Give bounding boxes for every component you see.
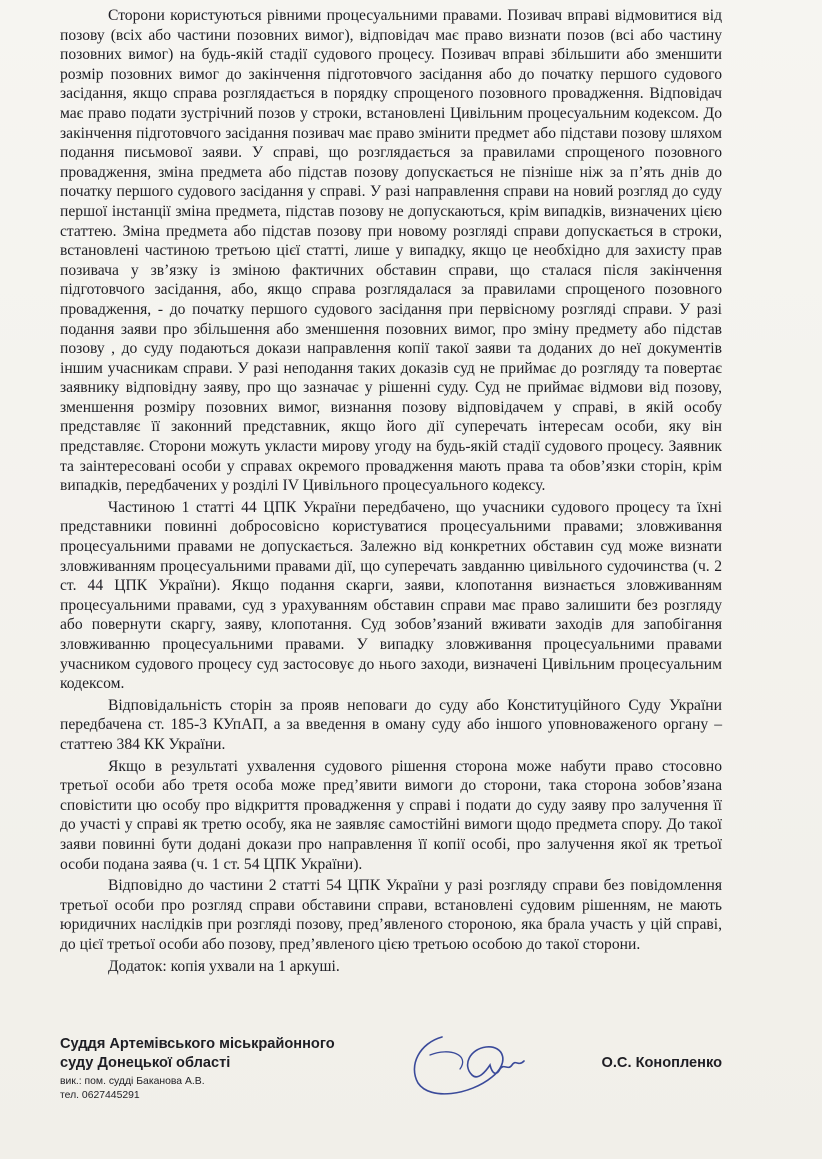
handwritten-signature (400, 1025, 530, 1105)
paragraph-article-44: Частиною 1 статті 44 ЦПК України передбачено, що учасники судового процесу та їхні представники повинні добросовісно користуватися процесуальними правами; зловживання процесуальними правами не допускається. Залежно від конкретних обставин суд може визнати зловживанням процесуальними правами дії, що суперечать завданню цивільного судочинства (ч. 2 ст. 44 ЦПК України). Якщо подання скарги, заяви, клопотання визнається зловживанням процесуальними правами, суд з урахуванням обставин справи має право залишити без розгляду або повернути скаргу, заяву, клопотання. Суд зобов’язаний вживати заходів для запобігання зловживанню процесуальними правами. У випадку зловживання процесуальними правами учасником судового процесу суд застосовує до нього заходи, визначені Цивільним процесуальним кодексом. (60, 498, 722, 693)
paragraph-liability: Відповідальність сторін за прояв неповаги до суду або Конституційного Суду України передбачена ст. 185-3 КУпАП, а за введення в оману суду або іншого уповноваженого органу – статтею 384 КК України. (60, 696, 722, 753)
document-body (60, 6, 722, 976)
paragraph-article-54: Відповідно до частини 2 статті 54 ЦПК України у разі розгляду справи без повідомлення третьої особи про розгляд справи обставини справи, встановлені судовим рішенням, не мають юридичних наслідків при розгляді позову, пред’явленого стороною, яка брала участь у цій справі, до цієї третьої особи або позову, пред’явленого цією третьою особою до такої сторони. (60, 877, 722, 953)
judge-title (60, 1035, 335, 1073)
judge-title-line1: Суддя Артемівського міськрайонного (60, 1036, 335, 1052)
judge-title-line2: суду Донецької області (60, 1055, 231, 1071)
judge-name: О.С. Конопленко (601, 1055, 722, 1071)
executor-info (60, 1075, 205, 1103)
paragraph-third-party: Якщо в результаті ухвалення судового рішення сторона може набути право стосовно третьої особи або третя особа може пред’явити вимоги до сторони, така сторона зобов’язана сповістити цю особу про відкриття провадження у справі і подати до суду заяву про залучення її до участі у справі як третю особу, яка не заявляє самостійні вимоги щодо предмета спору. До такої заяви повинні бути додані докази про направлення її копії особі, про залучення якої як третьої особи подана заява (ч. 1 ст. 54 ЦПК України). (60, 757, 722, 873)
executor-phone: тел. 0627445291 (60, 1090, 140, 1101)
attachment-note: Додаток: копія ухвали на 1 аркуші. (108, 957, 340, 975)
signature-block (60, 1035, 722, 1115)
executor-name: вик.: пом. судді Баканова А.В. (60, 1076, 205, 1087)
paragraph-parties-rights: Сторони користуються рівними процесуальними правами. Позивач вправі відмовитися від позову (всіх або частини позовних вимог), відповідач має право визнати позов (всі або частину позовних вимог) на будь-якій стадії судового процесу. Позивач вправі збільшити або зменшити розмір позовних вимог до закінчення підготовчого засідання або до початку першого судового засідання, якщо справа розглядається в порядку спрощеного позовного провадження. Відповідач має право подати зустрічний позов у строки, встановлені Цивільним процесуальним кодексом. До закінчення підготовчого засідання позивач має право змінити предмет або підстави позову шляхом подання письмової заяви. У справі, що розглядається за правилами спрощеного позовного провадження, зміна предмета або підстав позову допускається не пізніше ніж за п’ять днів до початку першого судового засідання у справі. У разі направлення справи на новий розгляд до суду першої інстанції зміна предмета, підстав позову не допускаються, крім випадків, визначених цією статтею. Зміна предмета або підстав позову при новому розгляді справи допускається в строки, встановлені частиною третьою цієї статті, лише у випадку, якщо це необхідно для захисту прав позивача у зв’язку із зміною фактичних обставин справи, що сталася після закінчення підготовчого засідання, або, якщо справа розглядалася за правилами спрощеного позовного провадження, - до початку першого судового засідання при первісному розгляді справи. У разі подання заяви про збільшення або зменшення позовних вимог, про зміну предмету або підстав позову , до суду подаються докази направлення копії такої заяви та доданих до неї документів іншим учасникам справи. У разі неподання таких доказів суд не приймає до розгляду та повертає заявнику відповідну заяву, про що зазначає у рішенні суду. Суд не приймає відмови від позову, зменшення розміру позовних вимог, визнання позову відповідачем у справі, в якій особу представляє її законний представник, якщо його дії суперечать інтересам особи, яку він представляє. Сторони можуть укласти мирову угоду на будь-якій стадії судового процесу. Заявник та заінтересовані особи у справах окремого провадження мають права та обов’язки сторін, крім випадків, передбачених у розділі IV Цивільного процесуального кодексу. (60, 7, 722, 495)
